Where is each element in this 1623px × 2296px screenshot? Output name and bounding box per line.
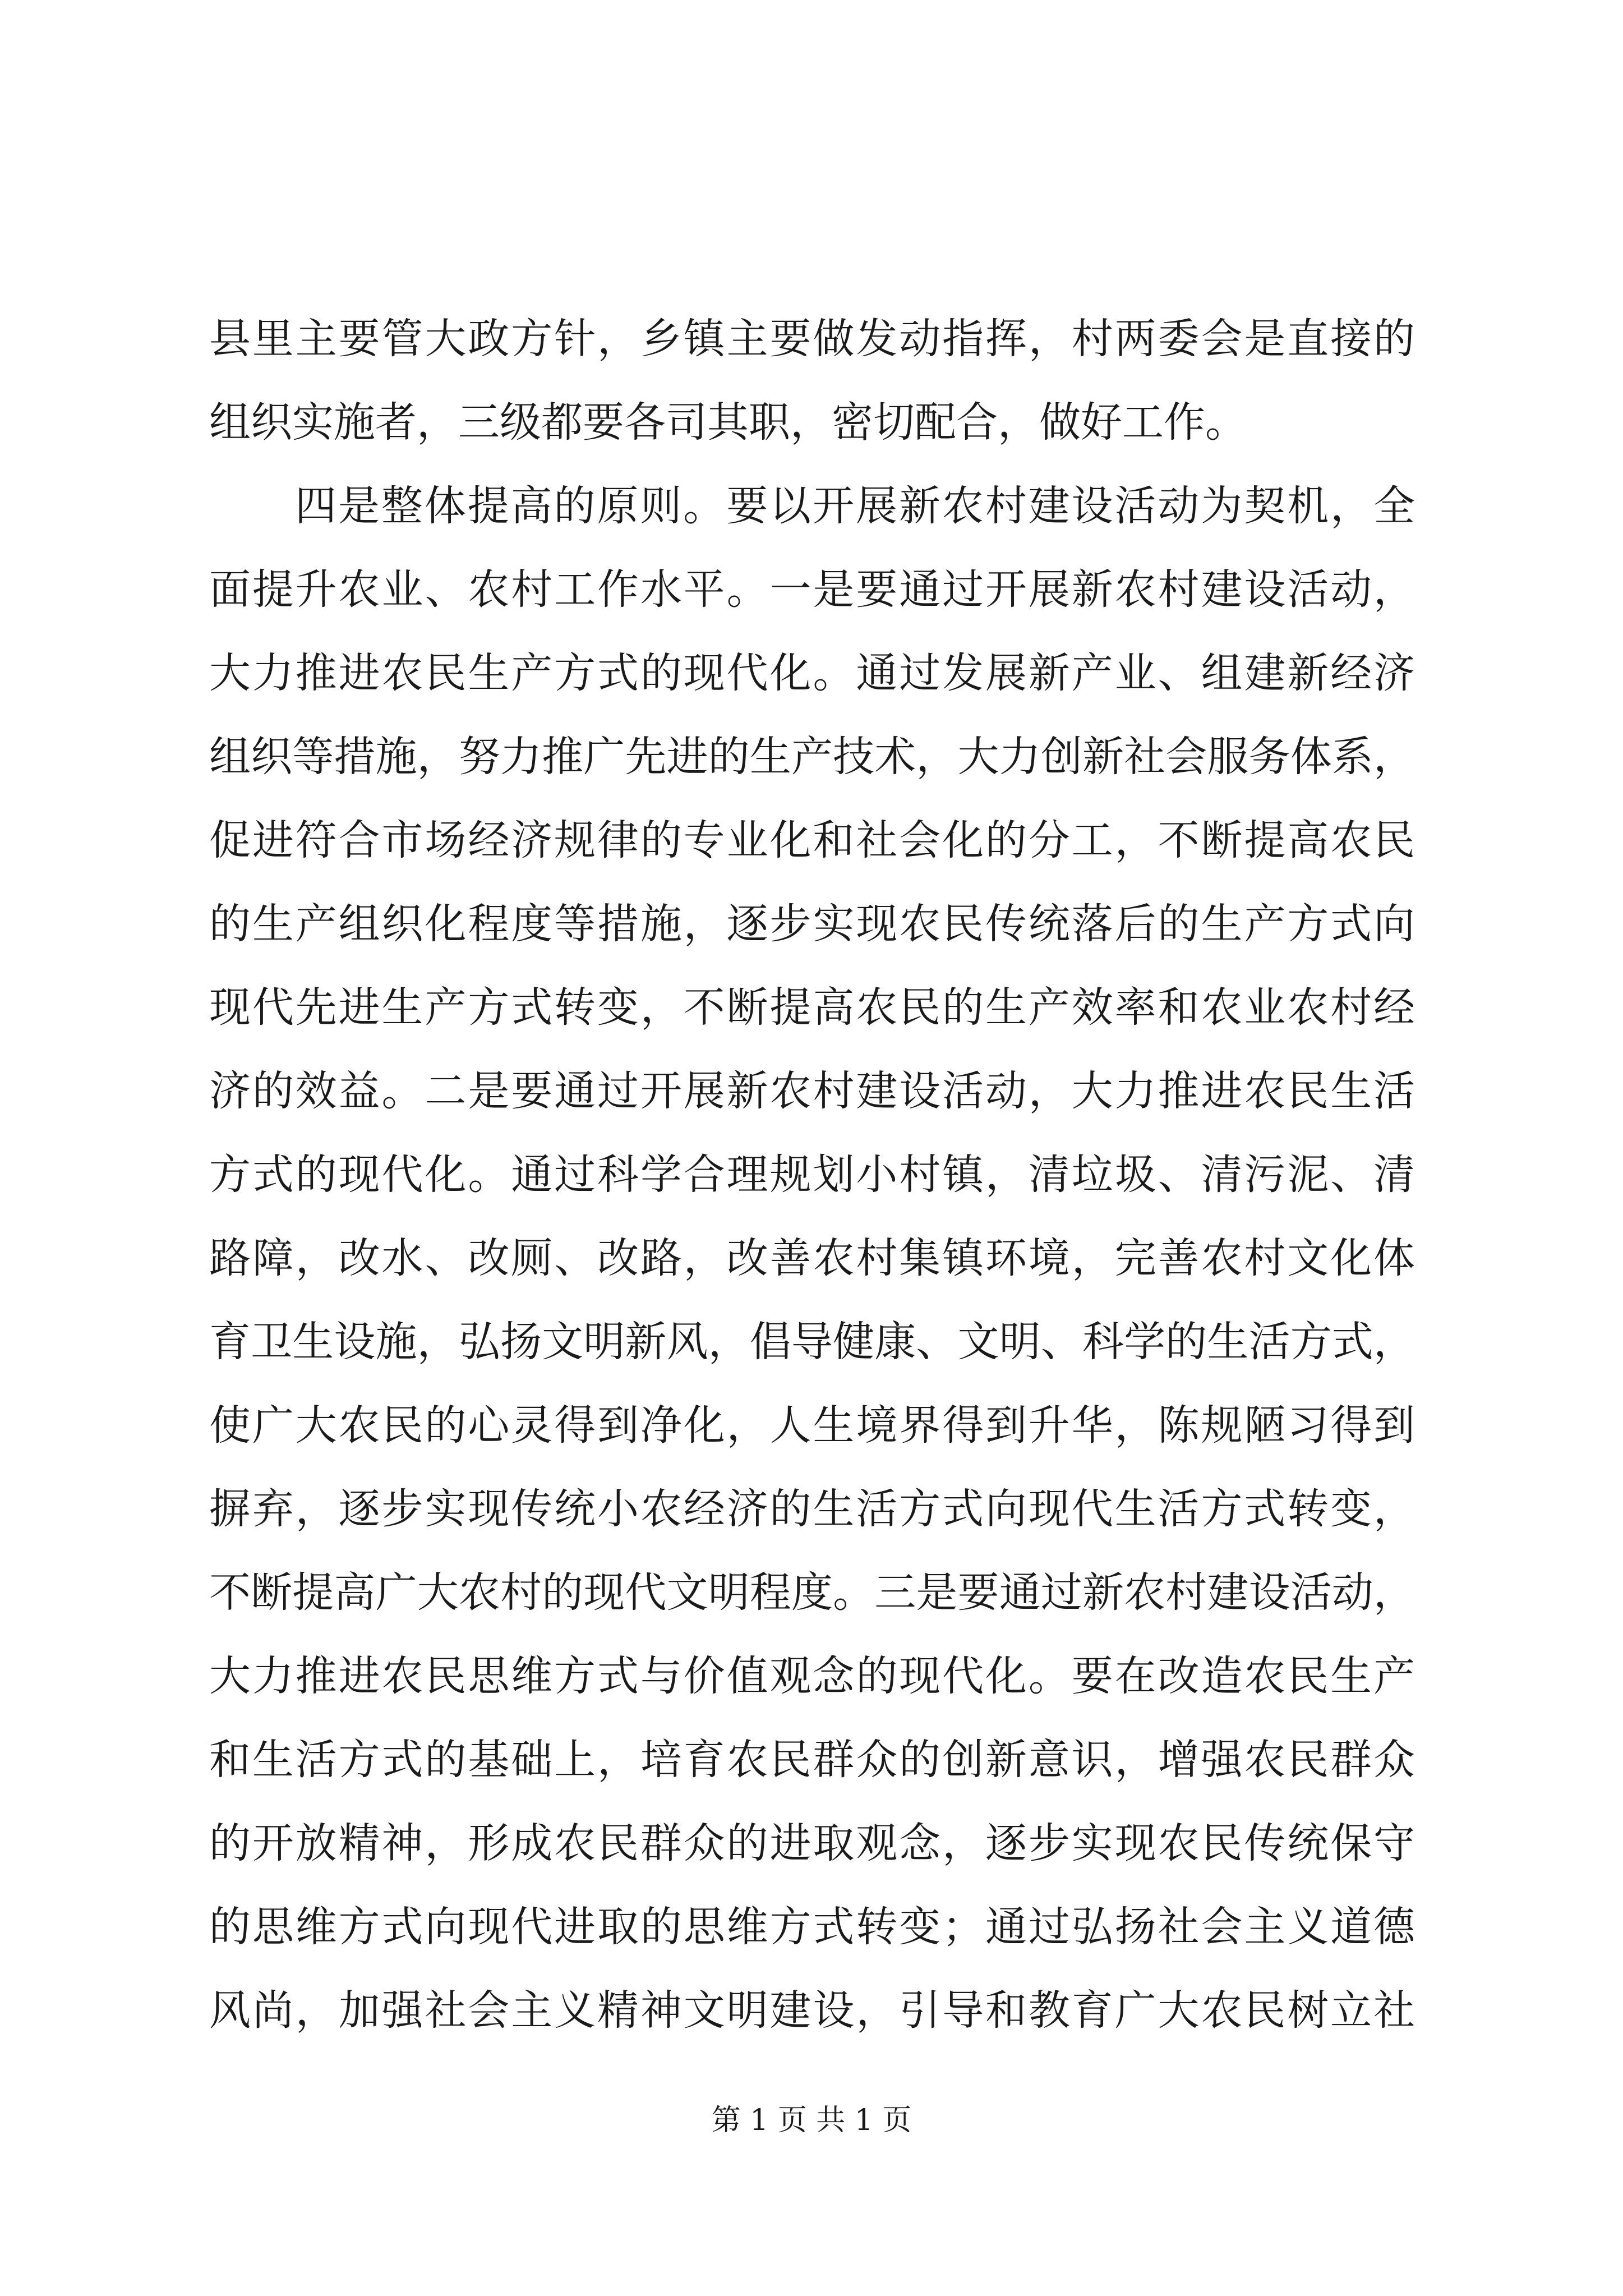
text-line-14: 使广大农民的心灵得到净化，人生境界得到升华，陈规陋习得到 [209,1401,1415,1450]
text-line-5: 大力推进农民生产方式的现代化。通过发展新产业、组建新经济 [209,649,1415,697]
text-line-19: 的开放精神，形成农民群众的进取观念，逐步实现农民传统保守 [209,1819,1415,1867]
text-line-13: 育卫生设施，弘扬文明新风，倡导健康、文明、科学的生活方式， [209,1318,1415,1366]
text-line-17: 大力推进农民思维方式与价值观念的现代化。要在改造农民生产 [209,1652,1415,1700]
text-line-2: 组织实施者，三级都要各司其职，密切配合，做好工作。 [209,398,1247,447]
text-line-7: 促进符合市场经济规律的专业化和社会化的分工，不断提高农民 [209,816,1415,864]
page-number-label: 第 1 页 共 1 页 [711,2104,912,2137]
text-line-4: 面提升农业、农村工作水平。一是要通过开展新农村建设活动， [209,565,1415,614]
text-line-9: 现代先进生产方式转变，不断提高农民的生产效率和农业农村经 [209,983,1415,1032]
body-text [209,297,1415,2053]
text-line-11: 方式的现代化。通过科学合理规划小村镇，清垃圾、清污泥、清 [209,1151,1415,1199]
text-line-15: 摒弃，逐步实现传统小农经济的生活方式向现代生活方式转变， [209,1485,1415,1533]
text-line-16: 不断提高广大农村的现代文明程度。三是要通过新农村建设活动， [209,1568,1415,1617]
text-line-6: 组织等措施，努力推广先进的生产技术，大力创新社会服务体系， [209,733,1415,781]
text-line-10: 济的效益。二是要通过开展新农村建设活动，大力推进农民生活 [209,1067,1415,1115]
text-line-20: 的思维方式向现代进取的思维方式转变；通过弘扬社会主义道德 [209,1903,1415,1951]
text-line-12: 路障，改水、改厕、改路，改善农村集镇环境，完善农村文化体 [209,1234,1415,1282]
page-footer [0,2101,1623,2140]
text-line-18: 和生活方式的基础上，培育农民群众的创新意识，增强农民群众 [209,1736,1415,1784]
text-line-3: 四是整体提高的原则。要以开展新农村建设活动为契机，全 [295,482,1415,530]
text-line-1: 县里主要管大政方针，乡镇主要做发动指挥，村两委会是直接的 [209,315,1415,363]
text-line-8: 的生产组织化程度等措施，逐步实现农民传统落后的生产方式向 [209,900,1415,948]
text-line-21: 风尚，加强社会主义精神文明建设，引导和教育广大农民树立社 [209,1986,1415,2035]
